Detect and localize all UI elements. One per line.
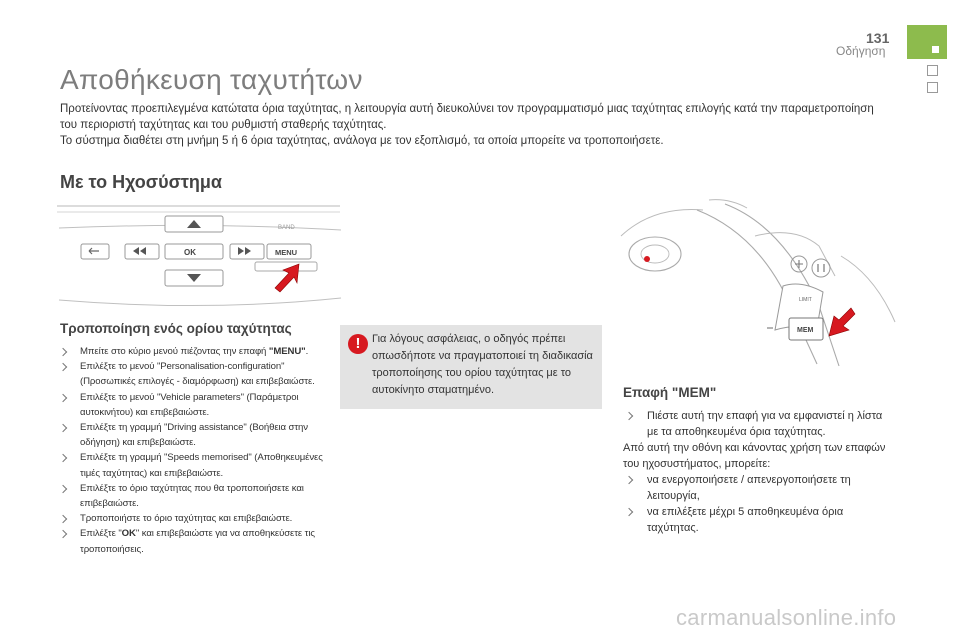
- tab-marker-icon: [932, 46, 939, 53]
- step-item: Μπείτε στο κύριο μενού πιέζοντας την επαφή "MENU".: [60, 344, 335, 359]
- audio-panel-illustration: [55, 200, 345, 315]
- step-item: Επιλέξτε τη γραμμή "Speeds memorised" (Αποθηκευμένες τιμές ταχύτητας) και επιβεβαιώστε.: [60, 450, 335, 480]
- watermark: carmanualsonline.info: [676, 605, 897, 630]
- menu-label: MENU: [275, 248, 298, 257]
- chapter-box-2: [927, 82, 938, 93]
- section-name: Οδήγηση: [836, 44, 886, 58]
- intro-text: [60, 101, 880, 149]
- mem-paragraph: Από αυτή την οθόνη και κάνοντας χρήση των επαφών του ηχοσυστήματος, μπορείτε:: [623, 442, 886, 470]
- section-title: Με το Ηχοσύστημα: [60, 172, 222, 192]
- ok-label: OK: [184, 248, 196, 257]
- modify-title: Τροποποίηση ενός ορίου ταχύτητας: [60, 321, 292, 336]
- step-item: Επιλέξτε το όριο ταχύτητας που θα τροποποιήσετε και επιβεβαιώστε.: [60, 481, 335, 511]
- pointer-arrow-icon: [829, 308, 855, 336]
- mem-text: [623, 408, 893, 536]
- intro-paragraph: Το σύστημα διαθέτει στη μνήμη 5 ή 6 όρια ταχύτητας, ανάλογα με τον εξοπλισμό, τα οποία μπορείτε να τροποποιήσετε.: [60, 135, 664, 147]
- step-item: Επιλέξτε το μενού "Personalisation-configuration" (Προσωπικές επιλογές - διαμόρφωση) και επιβεβαιώστε.: [60, 359, 335, 389]
- step-item: Επιλέξτε το μενού "Vehicle parameters" (Παράμετροι αυτοκινήτου) και επιβεβαιώστε.: [60, 390, 335, 420]
- band-label: BAND: [278, 225, 295, 231]
- steering-wheel-illustration: [613, 196, 905, 371]
- step-item: Επιλέξτε τη γραμμή "Driving assistance" (Βοήθεια στην οδήγηση) και επιβεβαιώστε.: [60, 420, 335, 450]
- warning-icon: [348, 334, 368, 354]
- plus-icon: [795, 260, 803, 268]
- modify-steps: [60, 344, 335, 557]
- intro-paragraph: Προτείνοντας προεπιλεγμένα κατώτατα όρια ταχύτητας, η λειτουργία αυτή διευκολύνει τον προγραμματισμό μιας ταχύτητας επιλογής κατά την παραμετροποίηση του περιοριστή ταχύτητας και του ρυθμιστή σταθερής ταχύτητας.: [60, 103, 874, 131]
- step-item: Επιλέξτε "OK" και επιβεβαιώστε για να αποθηκεύσετε τις τροποποιήσεις.: [60, 526, 335, 556]
- mem-title: Επαφή "MEM": [623, 385, 717, 400]
- mem-item: Πιέστε αυτή την επαφή για να εμφανιστεί η λίστα με τα αποθηκευμένα όρια ταχύτητας.: [623, 408, 893, 440]
- step-item: Τροποποιήστε το όριο ταχύτητας και επιβεβαιώστε.: [60, 511, 335, 526]
- page-number: 131: [866, 30, 890, 46]
- page-title: Αποθήκευση ταχυτήτων: [60, 64, 363, 95]
- warning-text: Για λόγους ασφάλειας, ο οδηγός πρέπει οπωσδήποτε να πραγματοποιεί τη διαδικασία τροποποίησης του ορίου ταχύτητας με το αυτοκίνητο σταματημένο.: [372, 333, 593, 396]
- warning-box: [340, 325, 602, 409]
- mem-item: να επιλέξετε μέχρι 5 αποθηκευμένα όρια ταχύτητας.: [623, 504, 893, 536]
- chapter-box-1: [927, 65, 938, 76]
- mem-item: να ενεργοποιήσετε / απενεργοποιήσετε τη λειτουργία,: [623, 472, 893, 504]
- pause-icon: [818, 264, 824, 272]
- chapter-tab: [907, 25, 947, 59]
- limit-label: LIMIT: [799, 297, 812, 303]
- mem-label: MEM: [797, 327, 814, 334]
